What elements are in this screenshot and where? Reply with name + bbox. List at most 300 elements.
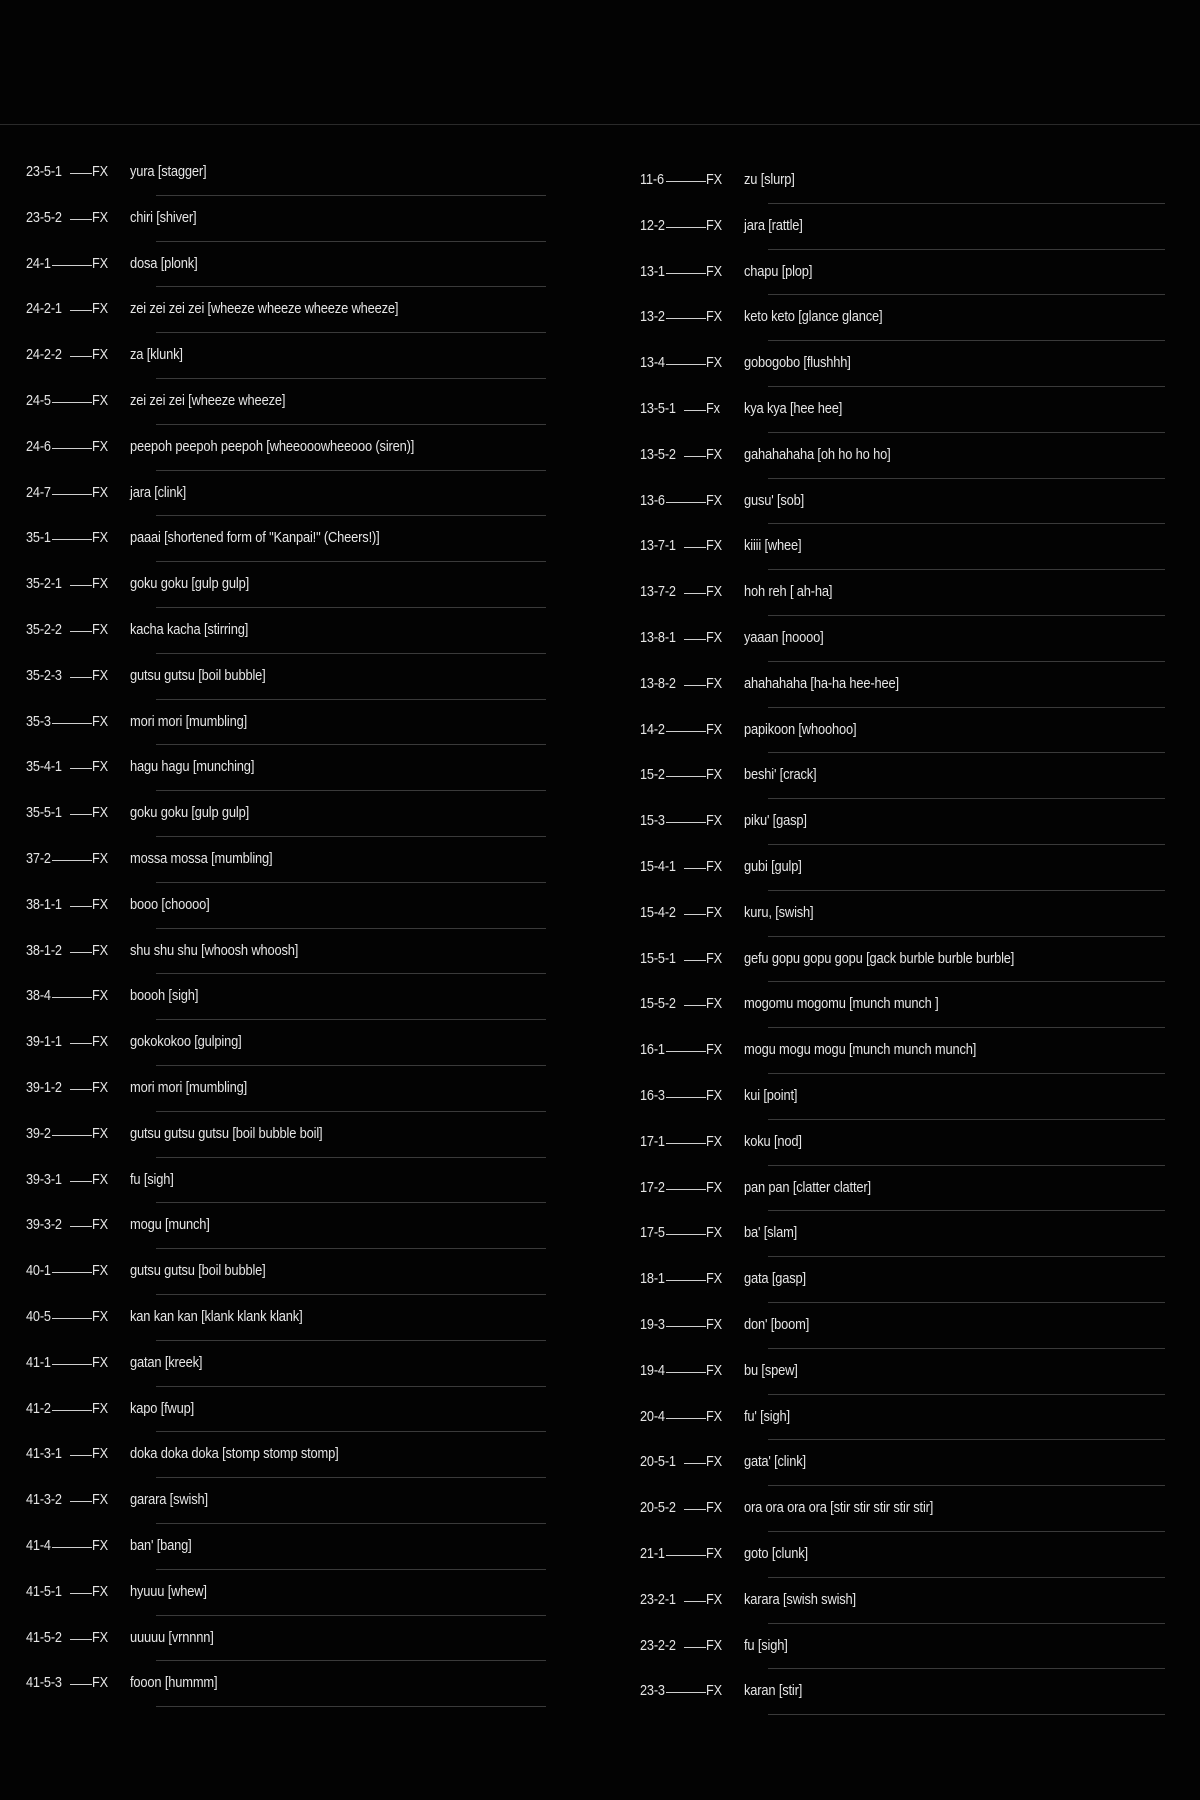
fx-label: FX <box>706 1132 722 1150</box>
fx-entry <box>640 1269 1165 1315</box>
page-panel-ref: 13-1 <box>640 262 665 280</box>
page-panel-ref: 38-1-1 <box>26 895 62 913</box>
fx-entry <box>640 1452 1165 1498</box>
leader-line <box>684 410 706 411</box>
entry-underline <box>768 615 1165 616</box>
leader-line <box>70 1501 92 1502</box>
fx-entry <box>26 1353 546 1399</box>
fx-translation: paaai [shortened form of "Kanpai!" (Cheers!)] <box>130 529 380 547</box>
fx-entry <box>640 307 1165 353</box>
fx-translation: kan kan kan [klank klank klank] <box>130 1307 303 1325</box>
fx-label: FX <box>706 1682 722 1700</box>
fx-label: FX <box>706 583 722 601</box>
fx-entry <box>640 399 1165 445</box>
fx-label: FX <box>92 1674 108 1692</box>
entry-underline <box>156 699 546 700</box>
fx-translation: zei zei zei zei [wheeze wheeze wheeze wheeze] <box>130 300 399 318</box>
fx-translation: fu [sigh] <box>130 1170 174 1188</box>
leader-line <box>52 1135 92 1136</box>
leader-line <box>70 310 92 311</box>
page-panel-ref: 14-2 <box>640 720 665 738</box>
fx-entry <box>26 299 546 345</box>
fx-entry <box>640 1590 1165 1636</box>
left-fx-column <box>26 162 546 1719</box>
fx-translation: zu [slurp] <box>744 171 795 188</box>
leader-line <box>70 768 92 769</box>
page-panel-ref: 35-3 <box>26 712 51 730</box>
fx-translation: karara [swish swish] <box>744 1590 856 1608</box>
entry-underline <box>156 882 546 883</box>
fx-label: FX <box>706 1224 722 1242</box>
entry-underline <box>156 1660 546 1661</box>
fx-label: FX <box>706 1270 722 1288</box>
fx-translation: gusu' [sob] <box>744 491 805 509</box>
leader-line <box>70 585 92 586</box>
page-panel-ref: 35-1 <box>26 529 51 547</box>
fx-translation: fu' [sigh] <box>744 1407 790 1425</box>
fx-entry <box>640 445 1165 491</box>
page-panel-ref: 23-2-1 <box>640 1590 676 1608</box>
fx-entry <box>640 262 1165 308</box>
page-panel-ref: 23-5-2 <box>26 208 62 226</box>
fx-translation: koku [nod] <box>744 1132 802 1150</box>
fx-entry <box>26 1628 546 1674</box>
leader-line <box>70 631 92 632</box>
entry-underline <box>156 1386 546 1387</box>
leader-line <box>666 1418 706 1419</box>
leader-line <box>666 318 706 319</box>
entry-underline <box>768 1210 1165 1211</box>
fx-entry <box>26 391 546 437</box>
fx-translation: goto [clunk] <box>744 1544 808 1562</box>
leader-line <box>666 1326 706 1327</box>
fx-translation: gutsu gutsu [boil bubble] <box>130 666 266 684</box>
fx-label: FX <box>92 346 108 364</box>
fx-entry <box>26 895 546 941</box>
fx-translation: gata [gasp] <box>744 1270 806 1288</box>
entry-underline <box>156 286 546 287</box>
fx-label: FX <box>706 1315 722 1333</box>
entry-underline <box>768 707 1165 708</box>
fx-translation: piku' [gasp] <box>744 812 807 830</box>
page-panel-ref: 17-5 <box>640 1224 665 1242</box>
fx-label: FX <box>706 491 722 509</box>
fx-label: FX <box>92 1124 108 1142</box>
fx-entry <box>640 491 1165 537</box>
page-panel-ref: 38-4 <box>26 987 51 1005</box>
fx-entry <box>640 628 1165 674</box>
fx-translation: gobogobo [flushhh] <box>744 354 851 372</box>
leader-line <box>666 1189 706 1190</box>
fx-entry <box>640 1681 1165 1727</box>
entry-underline <box>156 607 546 608</box>
page-panel-ref: 24-2-1 <box>26 300 62 318</box>
fx-entry <box>26 986 546 1032</box>
page-panel-ref: 13-5-1 <box>640 399 676 417</box>
fx-label: FX <box>92 666 108 684</box>
fx-entry <box>26 666 546 712</box>
entry-underline <box>768 569 1165 570</box>
page-panel-ref: 39-2 <box>26 1124 51 1142</box>
leader-line <box>684 1601 706 1602</box>
entry-underline <box>156 332 546 333</box>
fx-translation: gutsu gutsu gutsu [boil bubble boil] <box>130 1124 323 1142</box>
fx-translation: ora ora ora ora [stir stir stir stir stir] <box>744 1499 934 1517</box>
fx-entry <box>640 216 1165 262</box>
leader-line <box>684 685 706 686</box>
fx-translation: goku goku [gulp gulp] <box>130 804 250 822</box>
page-panel-ref: 20-5-2 <box>640 1499 676 1517</box>
entry-underline <box>156 836 546 837</box>
page-panel-ref: 15-2 <box>640 766 665 784</box>
fx-label: FX <box>706 1636 722 1654</box>
page-panel-ref: 41-5-3 <box>26 1674 62 1692</box>
fx-entry <box>26 1444 546 1490</box>
leader-line <box>666 1143 706 1144</box>
fx-label: FX <box>92 163 108 180</box>
page-panel-ref: 24-5 <box>26 391 51 409</box>
top-divider <box>0 124 1200 125</box>
entry-underline <box>156 928 546 929</box>
page-panel-ref: 12-2 <box>640 216 665 234</box>
page-panel-ref: 20-4 <box>640 1407 665 1425</box>
entry-underline <box>768 1256 1165 1257</box>
page-panel-ref: 35-2-2 <box>26 620 62 638</box>
fx-label: FX <box>92 941 108 959</box>
fx-label: FX <box>706 628 722 646</box>
leader-line <box>52 997 92 998</box>
fx-translation: fooon [hummm] <box>130 1674 218 1692</box>
entry-underline <box>156 653 546 654</box>
entry-underline <box>768 1623 1165 1624</box>
fx-translation: gokokokoo [gulping] <box>130 1033 242 1051</box>
page-panel-ref: 41-1 <box>26 1353 51 1371</box>
entry-underline <box>156 1248 546 1249</box>
fx-label: FX <box>92 391 108 409</box>
fx-entry <box>26 1215 546 1261</box>
leader-line <box>666 1692 706 1693</box>
fx-translation: ba' [slam] <box>744 1224 798 1242</box>
fx-translation: kya kya [hee hee] <box>744 399 843 417</box>
fx-label: FX <box>92 849 108 867</box>
fx-translation: ahahahaha [ha-ha hee-hee] <box>744 674 899 692</box>
fx-entry <box>640 170 1165 216</box>
entry-underline <box>156 1294 546 1295</box>
entry-underline <box>156 1202 546 1203</box>
fx-entry <box>640 857 1165 903</box>
page-panel-ref: 18-1 <box>640 1270 665 1288</box>
page-panel-ref: 35-2-1 <box>26 575 62 593</box>
leader-line <box>52 265 92 266</box>
leader-line <box>666 1097 706 1098</box>
page-panel-ref: 39-1-2 <box>26 1078 62 1096</box>
page-panel-ref: 15-4-1 <box>640 857 676 875</box>
page-panel-ref: 39-3-1 <box>26 1170 62 1188</box>
entry-underline <box>768 1577 1165 1578</box>
fx-label: FX <box>706 903 722 921</box>
leader-line <box>70 952 92 953</box>
fx-label: FX <box>92 712 108 730</box>
leader-line <box>684 547 706 548</box>
page-panel-ref: 37-2 <box>26 849 51 867</box>
leader-line <box>70 356 92 357</box>
fx-translation: gahahahaha [oh ho ho ho] <box>744 445 891 463</box>
leader-line <box>70 173 92 174</box>
page-panel-ref: 13-8-1 <box>640 628 676 646</box>
entry-underline <box>768 936 1165 937</box>
fx-translation: chapu [plop] <box>744 262 813 280</box>
leader-line <box>666 822 706 823</box>
leader-line <box>70 677 92 678</box>
entry-underline <box>156 1477 546 1478</box>
page-panel-ref: 24-6 <box>26 437 51 455</box>
fx-label: FX <box>92 1353 108 1371</box>
page-panel-ref: 13-7-1 <box>640 537 676 555</box>
fx-translation: mori mori [mumbling] <box>130 1078 247 1096</box>
fx-entry <box>640 1223 1165 1269</box>
leader-line <box>666 776 706 777</box>
leader-line <box>666 364 706 365</box>
fx-label: FX <box>706 1041 722 1059</box>
fx-entry <box>640 674 1165 720</box>
fx-label: FX <box>92 987 108 1005</box>
leader-line <box>52 1272 92 1273</box>
fx-translation: karan [stir] <box>744 1682 803 1700</box>
entry-underline <box>768 1714 1165 1715</box>
page-panel-ref: 15-4-2 <box>640 903 676 921</box>
entry-underline <box>768 1531 1165 1532</box>
leader-line <box>70 1455 92 1456</box>
fx-label: FX <box>706 995 722 1013</box>
entry-underline <box>156 378 546 379</box>
page-panel-ref: 16-3 <box>640 1086 665 1104</box>
fx-translation: jara [clink] <box>130 483 187 501</box>
fx-entry <box>26 1078 546 1124</box>
leader-line <box>52 860 92 861</box>
fx-label: FX <box>92 575 108 593</box>
leader-line <box>52 1318 92 1319</box>
entry-underline <box>156 515 546 516</box>
fx-entry <box>26 162 546 208</box>
fx-entry <box>640 1132 1165 1178</box>
fx-translation: kuru, [swish] <box>744 903 814 921</box>
fx-translation: gata' [clink] <box>744 1453 806 1471</box>
fx-entry <box>26 208 546 254</box>
page-panel-ref: 41-2 <box>26 1399 51 1417</box>
fx-translation: dosa [plonk] <box>130 254 198 272</box>
leader-line <box>70 1043 92 1044</box>
page-panel-ref: 41-5-2 <box>26 1628 62 1646</box>
fx-label: FX <box>92 208 108 226</box>
fx-translation: hagu hagu [munching] <box>130 758 255 776</box>
fx-translation: don' [boom] <box>744 1315 810 1333</box>
leader-line <box>684 593 706 594</box>
entry-underline <box>768 1027 1165 1028</box>
fx-translation: gutsu gutsu [boil bubble] <box>130 1262 266 1280</box>
fx-translation: keto keto [glance glance] <box>744 308 883 326</box>
fx-entry <box>640 903 1165 949</box>
fx-label: FX <box>92 1262 108 1280</box>
fx-translation: mossa mossa [mumbling] <box>130 849 273 867</box>
fx-entry <box>26 757 546 803</box>
fx-entry <box>26 574 546 620</box>
fx-translation: peepoh peepoh peepoh [wheeooowheeooo (siren)] <box>130 437 415 455</box>
fx-entry <box>26 620 546 666</box>
fx-label: FX <box>92 1216 108 1234</box>
fx-label: FX <box>92 1170 108 1188</box>
fx-entry <box>640 1315 1165 1361</box>
leader-line <box>666 181 706 182</box>
fx-label: FX <box>92 1445 108 1463</box>
fx-entry <box>26 1536 546 1582</box>
entry-underline <box>156 561 546 562</box>
entry-underline <box>768 523 1165 524</box>
fx-entry <box>26 1399 546 1445</box>
entry-underline <box>156 1340 546 1341</box>
fx-entry <box>640 353 1165 399</box>
fx-label: FX <box>92 895 108 913</box>
fx-entry <box>26 528 546 574</box>
entry-underline <box>768 478 1165 479</box>
fx-label: FX <box>92 1491 108 1509</box>
leader-line <box>684 1005 706 1006</box>
leader-line <box>684 456 706 457</box>
fx-entry <box>26 1673 546 1719</box>
fx-translation: mori mori [mumbling] <box>130 712 247 730</box>
page-panel-ref: 24-7 <box>26 483 51 501</box>
entry-underline <box>156 195 546 196</box>
entry-underline <box>156 790 546 791</box>
fx-label: FX <box>706 1453 722 1471</box>
fx-translation: kapo [fwup] <box>130 1399 195 1417</box>
fx-label: FX <box>92 437 108 455</box>
fx-label: FX <box>706 1407 722 1425</box>
fx-entry <box>640 1086 1165 1132</box>
leader-line <box>52 448 92 449</box>
fx-label: FX <box>92 1078 108 1096</box>
fx-entry <box>640 1178 1165 1224</box>
page-panel-ref: 17-2 <box>640 1178 665 1196</box>
fx-entry <box>26 1124 546 1170</box>
leader-line <box>684 960 706 961</box>
fx-translation: ban' [bang] <box>130 1536 192 1554</box>
page-panel-ref: 41-4 <box>26 1536 51 1554</box>
fx-entry <box>26 849 546 895</box>
fx-translation: chiri [shiver] <box>130 208 197 226</box>
page-panel-ref: 15-5-1 <box>640 949 676 967</box>
page-panel-ref: 35-4-1 <box>26 758 62 776</box>
fx-translation: yaaan [noooo] <box>744 628 824 646</box>
fx-translation: hoh reh [ ah-ha] <box>744 583 833 601</box>
entry-underline <box>768 1119 1165 1120</box>
fx-label: FX <box>92 758 108 776</box>
fx-label: FX <box>706 262 722 280</box>
fx-translation: gefu gopu gopu gopu [gack burble burble burble] <box>744 949 1015 967</box>
fx-translation: goku goku [gulp gulp] <box>130 575 250 593</box>
fx-entry <box>26 1170 546 1216</box>
leader-line <box>70 1226 92 1227</box>
entry-underline <box>768 798 1165 799</box>
leader-line <box>666 1555 706 1556</box>
leader-line <box>666 1051 706 1052</box>
page-panel-ref: 24-2-2 <box>26 346 62 364</box>
fx-label: FX <box>92 1536 108 1554</box>
page-panel-ref: 40-1 <box>26 1262 51 1280</box>
leader-line <box>70 1181 92 1182</box>
leader-line <box>666 731 706 732</box>
page-panel-ref: 19-4 <box>640 1361 665 1379</box>
fx-label: FX <box>706 766 722 784</box>
fx-label: Fx <box>706 399 720 417</box>
fx-entry <box>26 803 546 849</box>
page-panel-ref: 35-5-1 <box>26 804 62 822</box>
fx-translation: mogu mogu mogu [munch munch munch] <box>744 1041 977 1059</box>
page-panel-ref: 13-8-2 <box>640 674 676 692</box>
fx-label: FX <box>706 1499 722 1517</box>
fx-translation: pan pan [clatter clatter] <box>744 1178 871 1196</box>
leader-line <box>52 539 92 540</box>
leader-line <box>52 402 92 403</box>
fx-translation: kacha kacha [stirring] <box>130 620 249 638</box>
leader-line <box>666 1280 706 1281</box>
fx-entry <box>640 720 1165 766</box>
fx-label: FX <box>706 354 722 372</box>
fx-label: FX <box>92 620 108 638</box>
page-panel-ref: 15-3 <box>640 812 665 830</box>
fx-translation: jara [rattle] <box>744 216 803 234</box>
fx-translation: boooh [sigh] <box>130 987 199 1005</box>
entry-underline <box>156 973 546 974</box>
page-panel-ref: 15-5-2 <box>640 995 676 1013</box>
page-panel-ref: 19-3 <box>640 1315 665 1333</box>
entry-underline <box>768 294 1165 295</box>
entry-underline <box>768 1348 1165 1349</box>
fx-label: FX <box>92 300 108 318</box>
leader-line <box>70 219 92 220</box>
fx-label: FX <box>92 1033 108 1051</box>
leader-line <box>52 1364 92 1365</box>
leader-line <box>666 273 706 274</box>
entry-underline <box>156 1157 546 1158</box>
fx-label: FX <box>706 537 722 555</box>
fx-entry <box>26 254 546 300</box>
entry-underline <box>156 1615 546 1616</box>
entry-underline <box>156 1523 546 1524</box>
fx-entry <box>640 1040 1165 1086</box>
entry-underline <box>768 890 1165 891</box>
fx-translation: za [klunk] <box>130 346 183 364</box>
fx-label: FX <box>706 171 722 188</box>
entry-underline <box>768 1073 1165 1074</box>
fx-entry <box>26 1490 546 1536</box>
entry-underline <box>156 1065 546 1066</box>
fx-translation: doka doka doka [stomp stomp stomp] <box>130 1445 339 1463</box>
fx-entry <box>640 1636 1165 1682</box>
entry-underline <box>768 249 1165 250</box>
page-panel-ref: 13-7-2 <box>640 583 676 601</box>
page-panel-ref: 11-6 <box>640 171 664 188</box>
fx-translation: fu [sigh] <box>744 1636 788 1654</box>
fx-entry <box>640 811 1165 857</box>
fx-entry <box>640 1544 1165 1590</box>
page-panel-ref: 39-3-2 <box>26 1216 62 1234</box>
entry-underline <box>768 844 1165 845</box>
fx-entry <box>640 765 1165 811</box>
fx-label: FX <box>706 720 722 738</box>
fx-entry <box>640 1498 1165 1544</box>
leader-line <box>684 868 706 869</box>
fx-entry <box>26 712 546 758</box>
